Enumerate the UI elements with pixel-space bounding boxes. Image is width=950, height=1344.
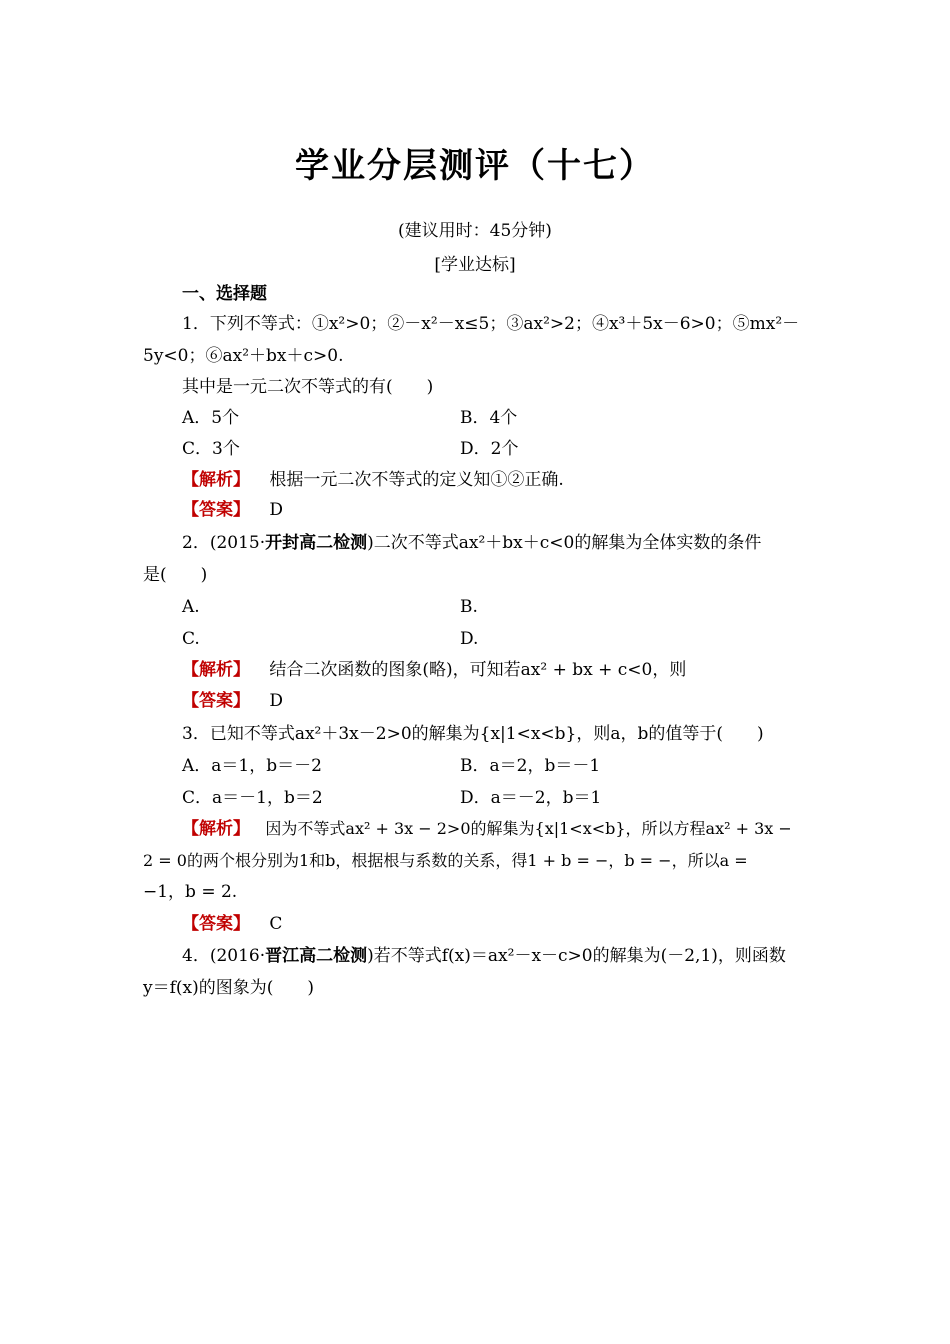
q1-answer	[182, 498, 283, 522]
q3-answer-text: C	[269, 914, 283, 934]
section-heading: 一、选择题	[182, 284, 267, 304]
q2-option-c: C.	[182, 629, 200, 649]
q1-line2: 5y<0；⑥ax²＋bx＋c>0.	[143, 346, 344, 366]
analysis-tag: 【解析】	[182, 470, 250, 490]
q2-analysis-text: 结合二次函数的图象(略)，可知若ax² + bx + c<0，则	[269, 660, 687, 680]
q1-option-a: A．5个	[182, 408, 240, 428]
q4-line1	[182, 944, 786, 968]
page-title: 学业分层测评（十七）	[295, 146, 655, 186]
q4-line2: y＝f(x)的图象为( )	[143, 978, 315, 998]
q1-option-c: C．3个	[182, 439, 240, 459]
q2-num: 2．(2015·	[182, 533, 266, 553]
q3-analysis-line1	[182, 817, 792, 841]
q1-answer-text: D	[269, 500, 284, 520]
answer-tag: 【答案】	[182, 914, 250, 934]
q3-line1: 3．已知不等式ax²＋3x－2>0的解集为{x|1<x<b}，则a，b的值等于( )	[182, 724, 764, 744]
q2-source: 开封高二检测	[265, 533, 368, 553]
q2-line1	[182, 531, 761, 555]
q2-option-d: D.	[460, 629, 479, 649]
time-note: (建议用时：45分钟)	[398, 221, 552, 241]
q4-source: 晋江高二检测	[265, 946, 368, 966]
analysis-tag: 【解析】	[182, 660, 250, 680]
q1-option-d: D．2个	[460, 439, 519, 459]
q3-answer	[182, 912, 282, 936]
q2-option-b: B.	[460, 597, 478, 617]
q3-option-c: C．a＝－1，b＝2	[182, 788, 323, 808]
q3-analysis-line3: −1，b = 2.	[143, 882, 238, 902]
q3-option-d: D．a＝－2，b＝1	[460, 788, 602, 808]
q3-analysis-text1: 因为不等式ax² + 3x − 2>0的解集为{x|1<x<b}，所以方程ax² + 3x −	[265, 819, 792, 838]
q1-line1	[182, 312, 799, 336]
level-label: [学业达标]	[434, 255, 516, 275]
analysis-tag: 【解析】	[182, 819, 250, 839]
q2-line2: 是( )	[143, 565, 208, 585]
q2-line1-rest: )二次不等式ax²＋bx＋c<0的解集为全体实数的条件	[367, 533, 762, 553]
q3-option-b: B．a＝2，b＝－1	[460, 756, 601, 776]
answer-tag: 【答案】	[182, 500, 250, 520]
q1-line1-pre: 1．下列不等式：①	[182, 314, 329, 334]
q2-option-a: A.	[182, 597, 200, 617]
q4-line1-rest: )若不等式f(x)＝ax²－x－c>0的解集为(－2,1)，则函数	[367, 946, 786, 966]
q2-analysis	[182, 658, 686, 682]
q1-stem: 其中是一元二次不等式的有( )	[182, 377, 434, 397]
q4-num: 4．(2016·	[182, 946, 266, 966]
q2-answer-text: D	[269, 691, 284, 711]
q1-analysis	[182, 468, 564, 492]
q3-option-a: A．a＝1，b＝－2	[182, 756, 322, 776]
q1-line1-rest: x²>0；②－x²－x≤5；③ax²>2；④x³＋5x－6>0；⑤mx²－	[328, 314, 800, 334]
q2-answer	[182, 689, 283, 713]
q3-analysis-line2: 2 = 0的两个根分别为1和b，根据根与系数的关系，得1 + b = −，b = −，所以a =	[143, 851, 748, 870]
q1-analysis-text: 根据一元二次不等式的定义知①②正确.	[269, 470, 564, 490]
q1-option-b: B．4个	[460, 408, 518, 428]
answer-tag: 【答案】	[182, 691, 250, 711]
